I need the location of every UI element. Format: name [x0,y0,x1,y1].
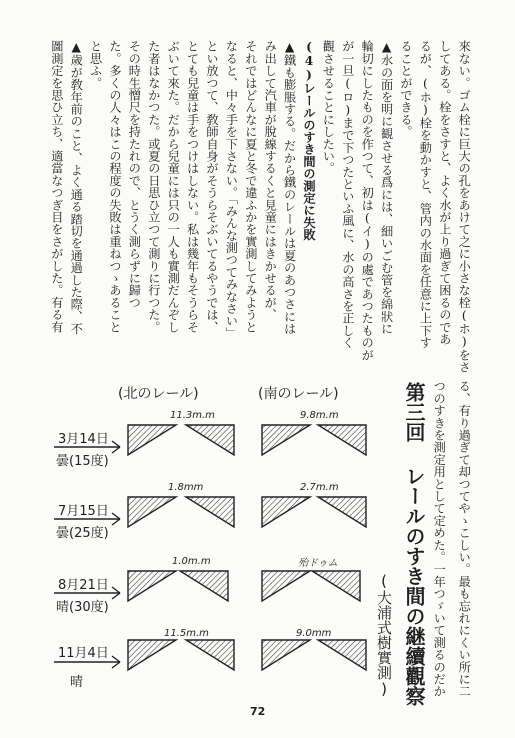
date-label: 8月21日 [58,578,109,593]
pointer-arrow-icon [112,587,120,593]
pointer-arrow-icon [112,519,120,525]
text-column: た。多くの人々はこの程度の失敗は重ねつゝあること [108,40,122,333]
north-rail-label: (北のレール) [118,386,199,402]
text-column: (4)レールのすき間の測定に失敗 [302,40,316,241]
diagram-author: (大浦式樹實測) [375,572,393,698]
body-text-lower-col-2: つのすきを測定用として定めた。一年つゞいて測るのだか [432,380,447,698]
north-gap-value: 11.5m.m [164,628,209,639]
text-column: ▲鐵も膨脹する。だから鐵のレールは夏のあつさには [282,40,297,335]
weather-label: 曇(25度) [56,526,109,541]
text-column: その時生憎尺を持たれので、とうく測らずに歸つ [127,40,142,309]
rail-end-shape [318,497,366,527]
south-gap-value: 2.7m.m [300,482,339,493]
pointer-arrow-icon [112,656,120,662]
diagram-title: 第三回 レールのすき間の継續觀察 [402,382,426,706]
page-number: 72 [250,705,266,718]
text-column: ぶいて來た。だから兒童には只の一人も實測だんぞし [166,40,181,333]
south-gap-value: 殆ドゥム [298,558,338,569]
south-gap-value: 9.0mm [296,628,332,639]
text-column: るが、(ホ)栓を動かすと、管内の水面を任意に上下す [418,40,433,349]
text-column: 觀させることにしたい。 [321,40,336,175]
weather-label: 晴(30度) [56,600,109,615]
text-column: ることができる。 [399,40,413,138]
rail-end-shape [186,425,234,455]
rail-end-shape [262,497,310,527]
rail-end-shape [318,640,366,670]
south-rail-label: (南のレール) [258,386,339,402]
north-gap-value: 11.3m.m [170,410,215,421]
date-label: 7月15日 [58,504,109,519]
north-gap-value: 1.8mm [168,482,204,493]
rail-end-shape [128,571,176,601]
text-column: 來ない。ゴム栓に巨大の孔をあけて之に小さな栓(ホ)をさ [457,40,472,373]
text-column: なると、中々手を下さない。「みんな測つてみなさい」 [224,40,239,339]
text-column: が一旦(ロ)まで下つたといふ風に、水の高さを正しく [340,40,355,349]
text-column: み出して汽車が脫線するくと見童にはきかせるが、 [263,40,278,321]
text-column: してある。栓をさすと、よく水が上り過ぎて困るのであ [437,40,452,345]
pointer-arrow-icon [112,441,120,447]
rail-end-shape [180,571,228,601]
text-column: た者はなかつた。或夏の日思ひ立つて測りに行つた。 [146,40,161,333]
pointer-arrow-icon [112,513,120,519]
date-label: 3月14日 [58,432,109,447]
text-column: 圖測定を思ひ立ち、適當なつぎ目をさがした。有る有 [49,40,64,333]
pointer-arrow-icon [112,593,120,599]
date-label: 11月4日 [58,646,109,661]
text-column: それではどんなに夏と冬で違ふかを實測してみようと [243,40,258,333]
rail-end-shape [128,640,176,670]
pointer-arrow-icon [112,662,120,668]
text-column: 輪切にしたものを作つて、初は(イ)の處であつたものが [360,40,375,361]
rail-end-shape [186,640,234,670]
rail-end-shape [262,640,310,670]
rail-end-shape [128,425,176,455]
rail-end-shape [318,425,366,455]
north-gap-value: 1.0m.m [172,556,211,567]
rail-end-shape [312,571,360,601]
text-column: ▲水の面を明に観させる爲には、細いごむ管を綿狀に [379,40,394,335]
text-column: ▲歲が敎年前のこと、よく通る踏切を通過した際、不 [69,40,84,335]
text-column: と思ふ。 [88,40,103,89]
rail-end-shape [262,571,310,601]
weather-label: 晴 [70,675,84,690]
text-column: とても兒童は手をつけはしない。私は幾年もそうらそ [185,40,200,333]
rail-end-shape [262,425,310,455]
text-column: とい放つて、敎師自身がそうらそぶいてるやうでは、 [205,40,219,333]
south-gap-value: 9.8m.m [300,410,339,421]
body-text-lower-col-1: る、有り過ぎて却つてやゝこしい。最も忘れにくい所に二 [457,380,472,698]
rail-end-shape [186,497,234,527]
pointer-arrow-icon [112,447,120,453]
rail-end-shape [128,497,176,527]
weather-label: 曇(15度) [56,454,109,469]
